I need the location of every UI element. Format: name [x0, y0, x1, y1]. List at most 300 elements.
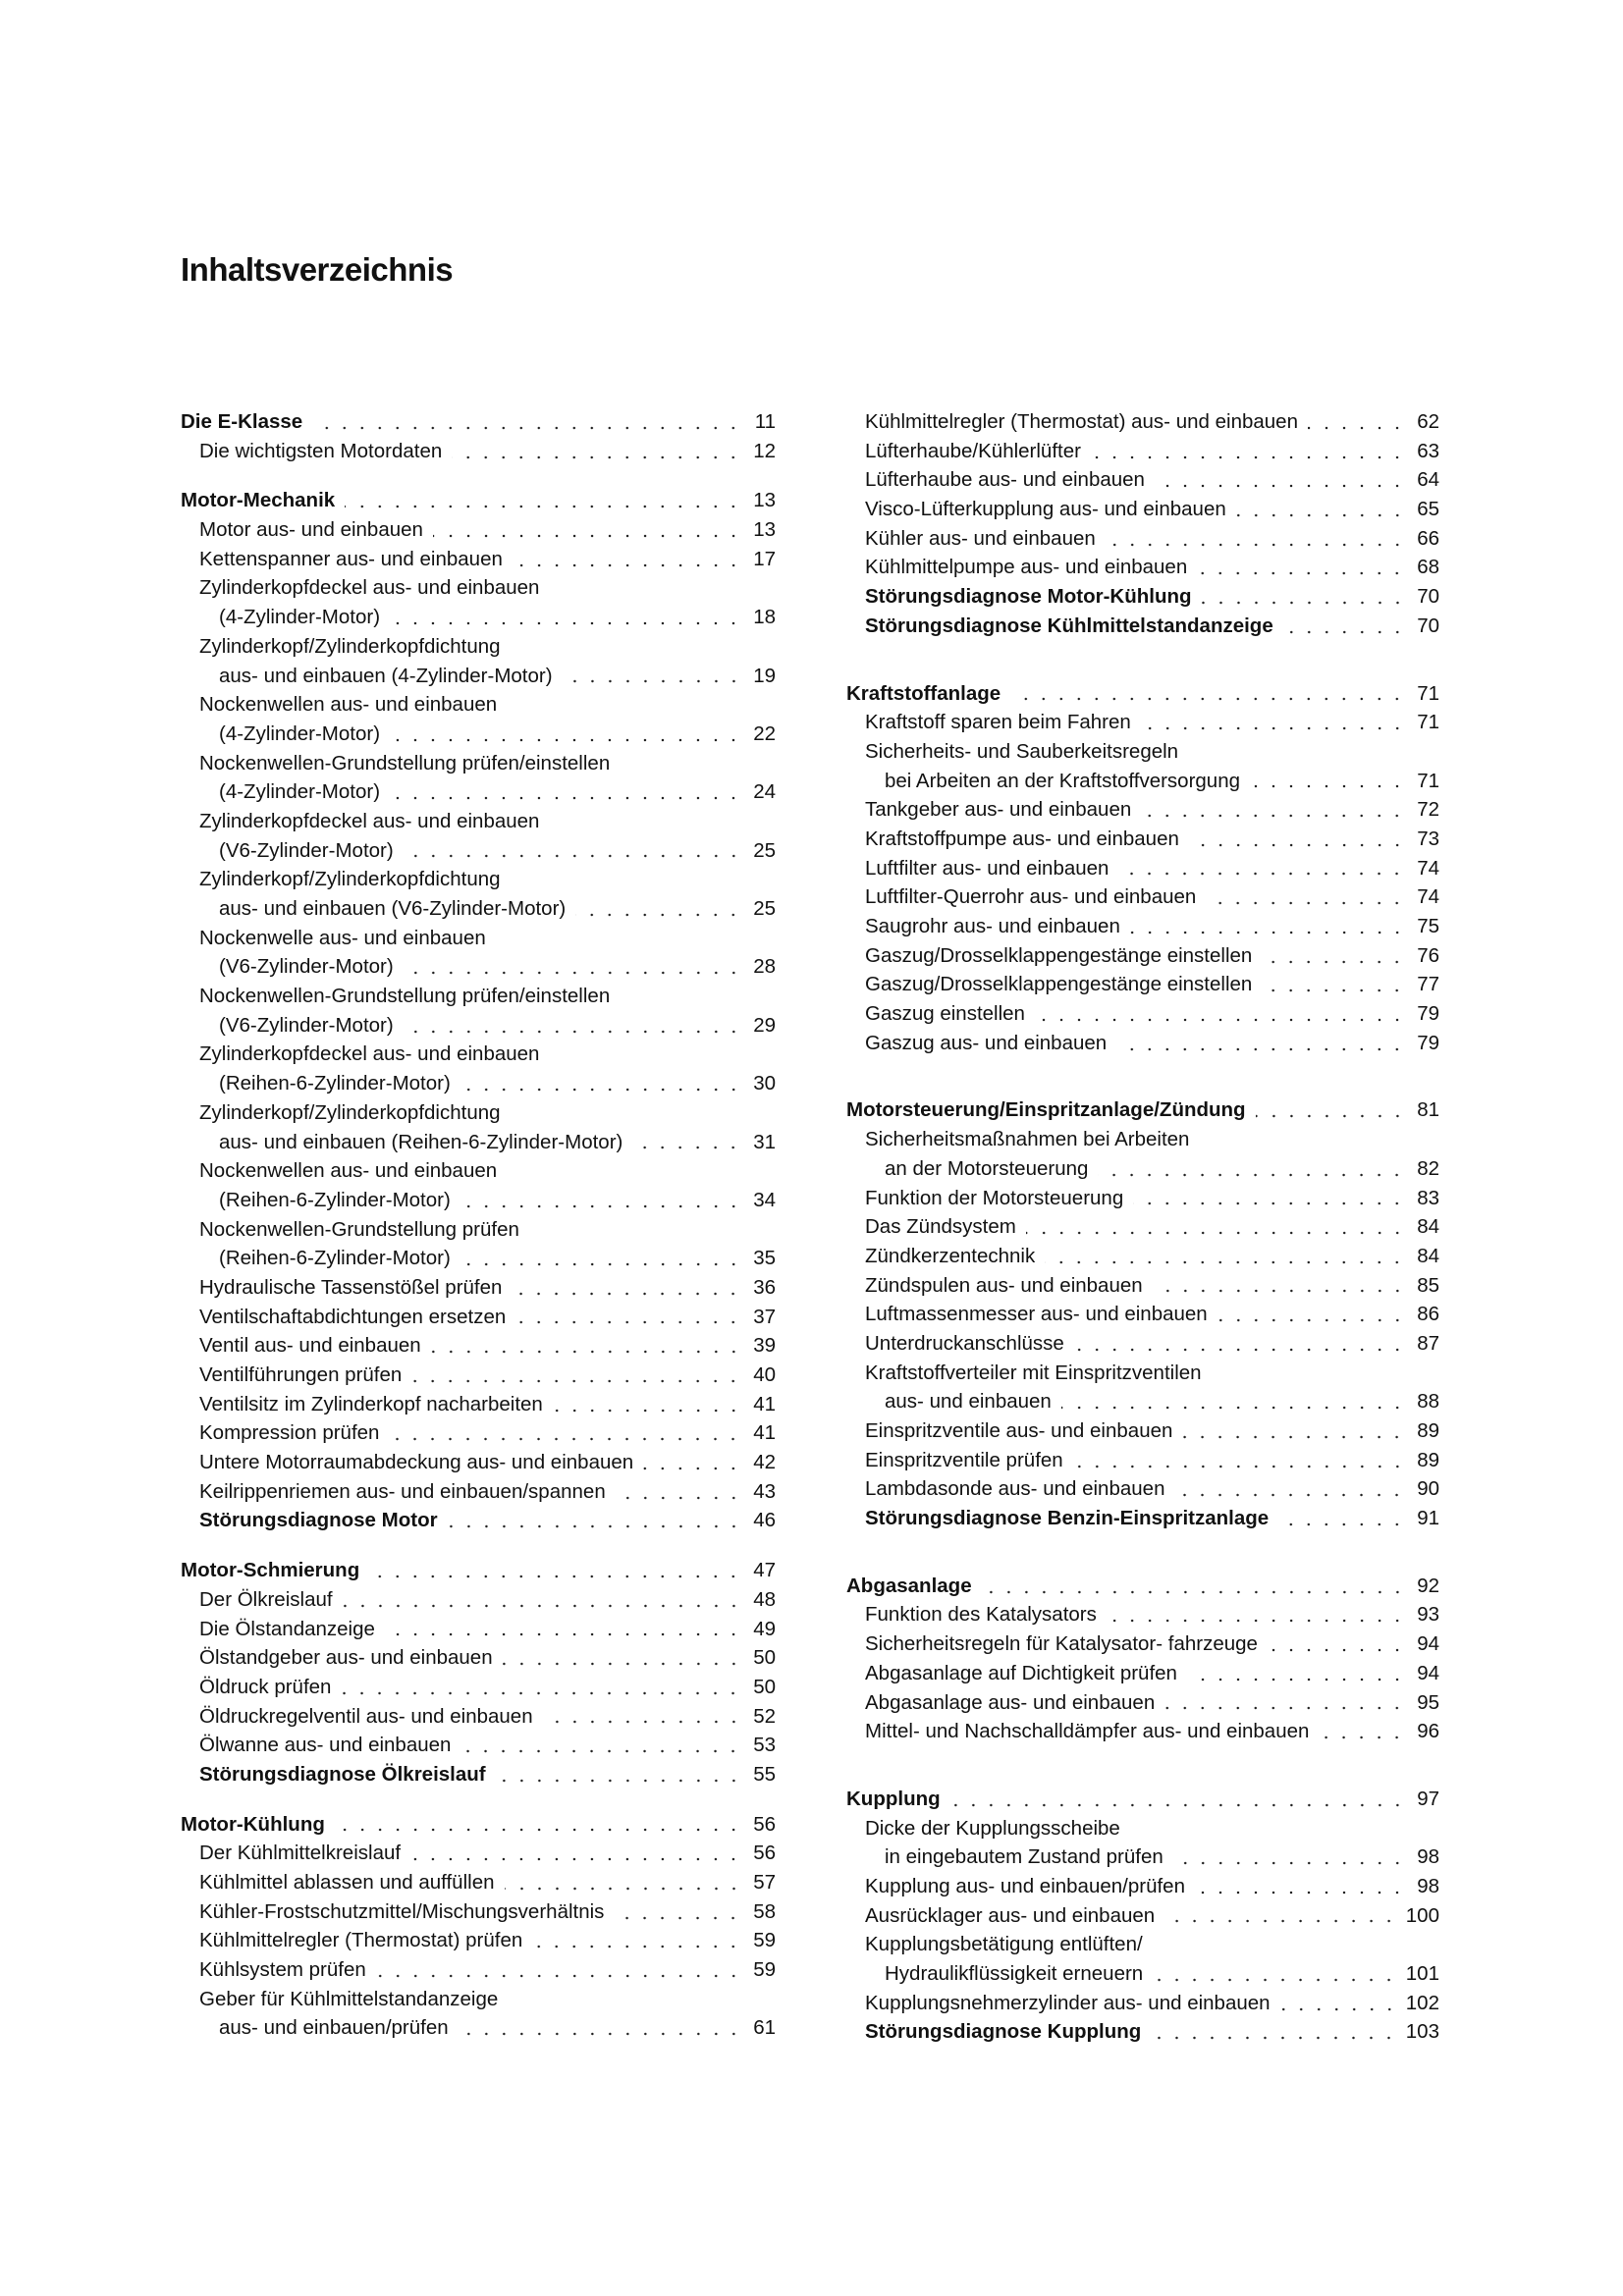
page-number: 17 — [753, 547, 776, 570]
dot-leader — [1217, 1313, 1406, 1323]
toc-entry-text: aus- und einbauen — [885, 1390, 1052, 1414]
dot-leader — [1118, 867, 1406, 877]
toc-entry[interactable] — [181, 1361, 776, 1390]
toc-entry-text: Kühlmittelpumpe aus- und einbauen — [865, 556, 1188, 579]
page-number: 41 — [753, 1392, 776, 1415]
dot-leader — [1195, 1886, 1406, 1896]
page-number: 24 — [753, 780, 776, 804]
dot-leader — [982, 1585, 1406, 1595]
dot-leader — [460, 1200, 742, 1209]
toc-entry[interactable] — [181, 1731, 776, 1760]
toc-entry-text: Unterdruckanschlüsse — [865, 1331, 1064, 1355]
toc-entry[interactable] — [846, 1872, 1439, 1901]
page-number: 79 — [1417, 1031, 1439, 1054]
toc-entry-text: Funktion der Motorsteuerung — [865, 1186, 1124, 1209]
page-number: 84 — [1417, 1244, 1439, 1267]
dot-leader — [553, 1404, 742, 1414]
toc-entry-text: Abgasanlage auf Dichtigkeit prüfen — [865, 1661, 1177, 1684]
toc-entry[interactable] — [181, 1926, 776, 1955]
toc-entry-text: Kupplungsnehmerzylinder aus- und einbauen — [865, 1991, 1271, 2014]
toc-entry-text: (V6-Zylinder-Motor) — [219, 838, 394, 862]
toc-entry[interactable] — [846, 612, 1439, 641]
toc-heading-text: Motor-Kühlung — [181, 1812, 325, 1836]
dot-leader — [1174, 1488, 1406, 1498]
toc-entry[interactable] — [846, 1504, 1439, 1533]
dot-leader — [335, 1823, 742, 1833]
page-number: 49 — [753, 1617, 776, 1640]
dot-leader — [1153, 1284, 1406, 1294]
toc-entry[interactable] — [181, 545, 776, 574]
toc-entry-text: Störungsdiagnose Motor — [199, 1509, 438, 1532]
toc-heading-text: Die E-Klasse — [181, 410, 303, 433]
dot-leader — [1202, 596, 1406, 606]
dot-leader — [496, 1774, 742, 1784]
toc-entry[interactable] — [181, 1839, 776, 1868]
toc-entry[interactable] — [846, 1300, 1439, 1329]
page-number: 91 — [1417, 1507, 1439, 1530]
dot-leader — [1116, 1042, 1406, 1052]
toc-entry — [846, 1930, 1439, 1959]
page-number: 98 — [1417, 1874, 1439, 1897]
toc-entry-text: Tankgeber aus- und einbauen — [865, 798, 1132, 822]
toc-entry-text: Zündkerzentechnik — [865, 1244, 1036, 1267]
toc-entry-text: Gaszug einstellen — [865, 1002, 1025, 1026]
page-number: 29 — [753, 1013, 776, 1037]
toc-entry[interactable] — [181, 1331, 776, 1361]
toc-entry-text: Kühler aus- und einbauen — [865, 526, 1096, 550]
page-number: 66 — [1417, 526, 1439, 550]
toc-entry[interactable] — [181, 952, 776, 982]
toc-entry[interactable] — [181, 1448, 776, 1477]
toc-entry[interactable] — [846, 1600, 1439, 1629]
toc-entry — [181, 690, 776, 720]
toc-entry-text: Nockenwelle aus- und einbauen — [199, 926, 486, 949]
dot-leader — [1061, 1401, 1406, 1411]
toc-entry[interactable] — [846, 524, 1439, 554]
toc-entry[interactable] — [181, 1418, 776, 1448]
toc-entry[interactable] — [181, 2013, 776, 2043]
toc-entry-text: Luftfilter aus- und einbauen — [865, 856, 1109, 880]
toc-entry — [181, 1040, 776, 1069]
page-number: 65 — [1417, 498, 1439, 521]
toc-entry[interactable] — [181, 1955, 776, 1985]
toc-entry[interactable] — [181, 894, 776, 924]
toc-entry-text: Nockenwellen-Grundstellung prüfen/einstellen — [199, 751, 611, 774]
toc-section — [846, 1785, 1439, 2047]
toc-heading[interactable] — [846, 1572, 1439, 1601]
toc-heading-text: Motor-Schmierung — [181, 1559, 360, 1582]
toc-entry[interactable] — [846, 825, 1439, 854]
dot-leader — [343, 1599, 742, 1609]
toc-section — [181, 486, 776, 1535]
toc-entry[interactable] — [846, 407, 1439, 437]
toc-entry[interactable] — [846, 767, 1439, 796]
toc-entry[interactable] — [846, 1989, 1439, 2018]
toc-entry-text: Kupplung aus- und einbauen/prüfen — [865, 1874, 1185, 1897]
dot-leader — [1141, 809, 1406, 819]
toc-entry[interactable] — [181, 1643, 776, 1673]
dot-leader — [390, 616, 742, 626]
page-number: 77 — [1417, 973, 1439, 996]
toc-entry[interactable] — [846, 1212, 1439, 1242]
toc-entry[interactable] — [181, 1069, 776, 1098]
dot-leader — [1141, 721, 1406, 731]
toc-entry-text: Ventil aus- und einbauen — [199, 1334, 421, 1358]
toc-entry[interactable] — [846, 1329, 1439, 1359]
page-number: 79 — [1417, 1002, 1439, 1026]
toc-entry[interactable] — [181, 1186, 776, 1215]
page-number: 61 — [753, 2016, 776, 2040]
dot-leader — [1283, 625, 1406, 635]
dot-leader — [513, 559, 742, 568]
toc-heading-text: Kupplung — [846, 1787, 941, 1810]
page-number: 35 — [753, 1247, 776, 1270]
toc-entry-text: (V6-Zylinder-Motor) — [219, 955, 394, 979]
dot-leader — [1106, 538, 1406, 548]
toc-entry-text: Störungsdiagnose Benzin-Einspritzanlage — [865, 1507, 1270, 1530]
toc-section — [181, 407, 776, 465]
page-number: 39 — [753, 1334, 776, 1358]
toc-entry[interactable] — [181, 1477, 776, 1507]
page-number: 85 — [1417, 1273, 1439, 1297]
toc-entry[interactable] — [181, 1244, 776, 1273]
toc-entry-text: Einspritzventile prüfen — [865, 1448, 1063, 1471]
toc-entry-text: Luftmassenmesser aus- und einbauen — [865, 1303, 1208, 1326]
dot-leader — [341, 1686, 742, 1696]
toc-column-left — [181, 407, 776, 2043]
dot-leader — [404, 966, 742, 976]
dot-leader — [404, 1025, 742, 1035]
toc-entry — [181, 573, 776, 603]
page-number: 48 — [753, 1587, 776, 1611]
toc-entry[interactable] — [181, 1673, 776, 1702]
toc-entry-text: Zylinderkopf/Zylinderkopfdichtung — [199, 634, 501, 658]
dot-leader — [614, 1911, 742, 1921]
toc-entry-text: Sicherheits- und Sauberkeitsregeln — [865, 739, 1179, 763]
dot-leader — [460, 1257, 742, 1267]
page-number: 95 — [1417, 1690, 1439, 1714]
toc-entry-text: Keilrippenriemen aus- und einbauen/spannen — [199, 1479, 606, 1503]
toc-entry[interactable] — [181, 1868, 776, 1897]
toc-entry[interactable] — [846, 437, 1439, 466]
dot-leader — [1268, 1643, 1406, 1653]
dot-leader — [1164, 1701, 1406, 1711]
dot-leader — [411, 1374, 742, 1384]
dot-leader — [950, 1798, 1406, 1808]
dot-leader — [1153, 1973, 1398, 1983]
toc-entry-text: Dicke der Kupplungsscheibe — [865, 1816, 1120, 1840]
page-number: 74 — [1417, 856, 1439, 880]
toc-entry-text: aus- und einbauen (V6-Zylinder-Motor) — [219, 897, 567, 920]
page-number: 86 — [1417, 1303, 1439, 1326]
toc-entry-text: Ventilführungen prüfen — [199, 1363, 403, 1386]
toc-entry[interactable] — [846, 495, 1439, 524]
page-number: 82 — [1417, 1156, 1439, 1180]
toc-entry[interactable] — [846, 1959, 1439, 1989]
dot-leader — [1250, 779, 1406, 789]
toc-entry[interactable] — [846, 1184, 1439, 1213]
toc-entry[interactable] — [846, 1901, 1439, 1931]
toc-entry-text: (Reihen-6-Zylinder-Motor) — [219, 1072, 451, 1095]
dot-leader — [1280, 2002, 1398, 2012]
toc-entry[interactable] — [181, 1506, 776, 1535]
page-number: 101 — [1405, 1962, 1439, 1985]
toc-entry-text: Sicherheitsregeln für Katalysator- fahrzeuge — [865, 1632, 1258, 1656]
page-number: 50 — [753, 1675, 776, 1698]
toc-entry[interactable] — [846, 941, 1439, 971]
dot-leader — [404, 849, 742, 859]
toc-entry-text: Öldruckregelventil aus- und einbauen — [199, 1704, 533, 1728]
toc-entry[interactable] — [846, 1659, 1439, 1688]
toc-entry-text: Ventilsitz im Zylinderkopf nacharbeiten — [199, 1392, 543, 1415]
toc-entry — [181, 982, 776, 1011]
dot-leader — [460, 1744, 742, 1754]
toc-entry[interactable] — [181, 662, 776, 691]
dot-leader — [389, 1432, 742, 1442]
page-number: 43 — [753, 1479, 776, 1503]
toc-entry[interactable] — [846, 854, 1439, 883]
dot-leader — [433, 529, 742, 539]
toc-heading[interactable] — [181, 486, 776, 515]
dot-leader — [1206, 896, 1406, 906]
toc-entry[interactable] — [181, 1897, 776, 1927]
page-number: 73 — [1417, 827, 1439, 850]
page-number: 12 — [753, 439, 776, 462]
toc-entry-text: Visco-Lüfterkupplung aus- und einbauen — [865, 498, 1226, 521]
toc-entry-text: Ventilschaftabdichtungen ersetzen — [199, 1305, 507, 1328]
page-number: 71 — [1417, 769, 1439, 792]
page-number: 75 — [1417, 915, 1439, 937]
toc-entry-text: Nockenwellen-Grundstellung prüfen — [199, 1217, 519, 1241]
dot-leader — [390, 733, 742, 743]
dot-leader — [1189, 838, 1406, 848]
page-number: 47 — [753, 1559, 776, 1582]
toc-entry[interactable] — [846, 1029, 1439, 1058]
toc-entry — [846, 1125, 1439, 1154]
toc-entry-text: aus- und einbauen (Reihen-6-Zylinder-Motor) — [219, 1130, 623, 1153]
dot-leader — [345, 500, 742, 509]
toc-entry-text: Kühlmittelregler (Thermostat) aus- und einbauen — [865, 410, 1298, 433]
toc-entry-text: Motor aus- und einbauen — [199, 518, 423, 542]
page-number: 83 — [1417, 1186, 1439, 1209]
toc-entry — [181, 1215, 776, 1245]
toc-entry-text: Ölstandgeber aus- und einbauen — [199, 1646, 493, 1670]
page-number: 94 — [1417, 1632, 1439, 1656]
toc-entry-text: Untere Motorraumabdeckung aus- und einbauen — [199, 1451, 634, 1474]
toc-entry[interactable] — [846, 882, 1439, 912]
toc-entry-text: Lüfterhaube aus- und einbauen — [865, 468, 1145, 492]
toc-entry-text: Lüfterhaube/Kühlerlüfter — [865, 439, 1081, 462]
toc-entry[interactable] — [181, 1585, 776, 1615]
toc-heading[interactable] — [846, 1095, 1439, 1125]
dot-leader — [459, 2027, 742, 2037]
toc-heading[interactable] — [181, 407, 776, 437]
toc-entry[interactable] — [846, 2017, 1439, 2047]
dot-leader — [448, 1520, 742, 1529]
toc-entry[interactable] — [846, 795, 1439, 825]
page-number: 94 — [1417, 1661, 1439, 1684]
toc-entry-text: Ausrücklager aus- und einbauen — [865, 1903, 1156, 1927]
toc-entry[interactable] — [181, 1128, 776, 1157]
dot-leader — [1026, 1226, 1406, 1236]
page-number: 13 — [753, 518, 776, 542]
toc-entry-text: Kühler-Frostschutzmittel/Mischungsverhältnis — [199, 1899, 605, 1923]
toc-entry-text: Kupplungsbetätigung entlüften/ — [865, 1933, 1143, 1956]
toc-entry-text: aus- und einbauen/prüfen — [219, 2016, 449, 2040]
toc-entry — [181, 807, 776, 836]
toc-entry-text: an der Motorsteuerung — [885, 1156, 1089, 1180]
page-number: 71 — [1417, 711, 1439, 734]
page-number: 70 — [1417, 614, 1439, 637]
page-number: 11 — [754, 410, 776, 433]
dot-leader — [1182, 1430, 1406, 1440]
toc-entry[interactable] — [846, 708, 1439, 737]
page-number: 34 — [753, 1188, 776, 1211]
dot-leader — [616, 1491, 742, 1501]
page-number: 50 — [753, 1646, 776, 1670]
page-number: 84 — [1417, 1215, 1439, 1239]
toc-entry-text: Störungsdiagnose Kühlmittelstandanzeige — [865, 614, 1273, 637]
page-number: 100 — [1405, 1903, 1439, 1927]
toc-entry-text: Lambdasonde aus- und einbauen — [865, 1477, 1165, 1501]
toc-entry-text: (4-Zylinder-Motor) — [219, 721, 381, 745]
toc-entry-text: Nockenwellen aus- und einbauen — [199, 1159, 498, 1183]
toc-entry[interactable] — [181, 1390, 776, 1419]
toc-entry[interactable] — [846, 999, 1439, 1029]
toc-entry[interactable] — [846, 1842, 1439, 1872]
page-number: 71 — [1417, 681, 1439, 705]
toc-entry — [181, 924, 776, 953]
dot-leader — [503, 1657, 742, 1667]
page-number: 103 — [1405, 2020, 1439, 2044]
page-number: 52 — [753, 1704, 776, 1728]
dot-leader — [385, 1628, 742, 1637]
toc-heading-text: Abgasanlage — [846, 1574, 972, 1597]
page-number: 40 — [753, 1363, 776, 1386]
toc-entry[interactable] — [846, 1446, 1439, 1475]
toc-entry[interactable] — [181, 437, 776, 466]
dot-leader — [515, 1315, 742, 1325]
toc-entry[interactable] — [846, 465, 1439, 495]
toc-entry-text: Kraftstoff sparen beim Fahren — [865, 711, 1131, 734]
page-number: 37 — [753, 1305, 776, 1328]
toc-entry[interactable] — [846, 1387, 1439, 1416]
page-number: 28 — [753, 955, 776, 979]
page-number: 55 — [753, 1762, 776, 1786]
page-number: 93 — [1417, 1603, 1439, 1627]
toc-heading[interactable] — [181, 1556, 776, 1585]
toc-entry[interactable] — [846, 553, 1439, 582]
dot-leader — [1256, 1109, 1406, 1119]
dot-leader — [460, 1083, 742, 1093]
page-number: 25 — [753, 838, 776, 862]
toc-entry[interactable] — [846, 1688, 1439, 1718]
dot-leader — [1262, 984, 1406, 993]
toc-entry-text: Zylinderkopf/Zylinderkopfdichtung — [199, 868, 501, 891]
page-number: 18 — [753, 606, 776, 629]
toc-entry[interactable] — [181, 1303, 776, 1332]
dot-leader — [1197, 566, 1406, 576]
toc-entry-text: Die wichtigsten Motordaten — [199, 439, 443, 462]
page-number: 22 — [753, 721, 776, 745]
toc-section — [846, 407, 1439, 641]
toc-entry[interactable] — [181, 603, 776, 632]
toc-entry[interactable] — [846, 1474, 1439, 1504]
toc-entry-text: Kraftstoffverteiler mit Einspritzventilen — [865, 1361, 1202, 1384]
toc-entry[interactable] — [846, 1717, 1439, 1746]
page-number: 88 — [1417, 1390, 1439, 1414]
page-number: 76 — [1417, 943, 1439, 967]
toc-entry-text: Luftfilter-Querrohr aus- und einbauen — [865, 885, 1197, 909]
page-number: 25 — [753, 897, 776, 920]
dot-leader — [575, 908, 742, 918]
toc-entry-text: in eingebautem Zustand prüfen — [885, 1845, 1163, 1869]
toc-entry[interactable] — [181, 836, 776, 866]
toc-entry[interactable] — [846, 1629, 1439, 1659]
toc-heading[interactable] — [181, 1810, 776, 1840]
toc-entry-text: Kühlmittelregler (Thermostat) prüfen — [199, 1929, 523, 1952]
dot-leader — [376, 1969, 742, 1979]
toc-entry-text: Abgasanlage aus- und einbauen — [865, 1690, 1156, 1714]
toc-section — [846, 1095, 1439, 1532]
toc-entry[interactable] — [181, 1273, 776, 1303]
dot-leader — [1151, 2031, 1397, 2041]
page-number: 53 — [753, 1734, 776, 1757]
dot-leader — [1164, 1914, 1398, 1924]
toc-column-right — [846, 407, 1439, 2047]
page-number: 81 — [1417, 1098, 1439, 1122]
dot-leader — [1074, 1343, 1406, 1353]
toc-heading[interactable] — [846, 1785, 1439, 1814]
toc-entry-text: Hydraulische Tassenstößel prüfen — [199, 1275, 503, 1299]
page-number: 57 — [753, 1871, 776, 1894]
toc-entry[interactable] — [181, 1615, 776, 1644]
toc-section — [846, 1572, 1439, 1746]
toc-section — [181, 1810, 776, 2044]
toc-entry[interactable] — [181, 720, 776, 749]
toc-entry[interactable] — [846, 970, 1439, 999]
toc-entry[interactable] — [181, 1011, 776, 1041]
toc-entry[interactable] — [846, 1416, 1439, 1446]
dot-leader — [1187, 1673, 1406, 1682]
dot-leader — [532, 1940, 742, 1949]
toc-entry[interactable] — [846, 1154, 1439, 1184]
toc-entry[interactable] — [181, 515, 776, 545]
dot-leader — [505, 1882, 743, 1892]
toc-entry-text: Zylinderkopfdeckel aus- und einbauen — [199, 576, 540, 600]
toc-entry[interactable] — [181, 1760, 776, 1789]
toc-entry[interactable] — [181, 777, 776, 807]
toc-entry-text: aus- und einbauen (4-Zylinder-Motor) — [219, 664, 553, 687]
dot-leader — [1010, 692, 1406, 702]
toc-entry-text: Der Kühlmittelkreislauf — [199, 1842, 402, 1865]
dot-leader — [410, 1852, 742, 1862]
toc-entry — [181, 749, 776, 778]
toc-entry — [846, 1814, 1439, 1843]
toc-entry[interactable] — [846, 582, 1439, 612]
toc-entry[interactable] — [846, 1242, 1439, 1271]
toc-entry[interactable] — [846, 1271, 1439, 1301]
page-number: 89 — [1417, 1419, 1439, 1442]
toc-entry[interactable] — [846, 912, 1439, 941]
toc-heading[interactable] — [846, 679, 1439, 709]
page-number: 68 — [1417, 556, 1439, 579]
toc-entry — [846, 737, 1439, 767]
page-number: 31 — [753, 1130, 776, 1153]
page-number: 70 — [1417, 585, 1439, 609]
toc-entry[interactable] — [181, 1702, 776, 1732]
page-number: 56 — [753, 1842, 776, 1865]
